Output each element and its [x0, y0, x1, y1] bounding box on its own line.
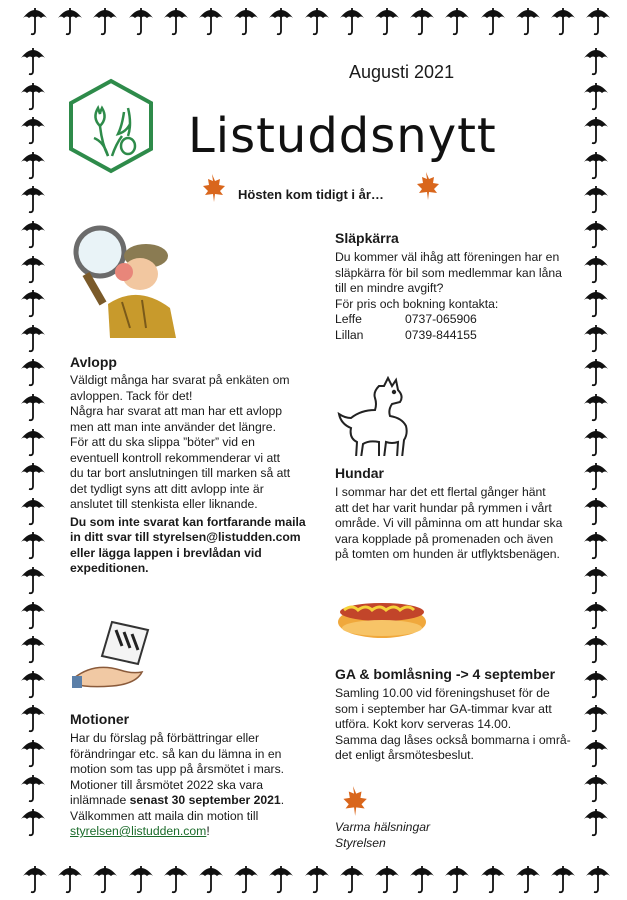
- umbrella-border-icon: [583, 150, 609, 180]
- contact-row: [335, 312, 585, 328]
- contact-name: Leffe: [335, 312, 362, 326]
- umbrella-border-icon: [583, 600, 609, 630]
- umbrella-border-icon: [20, 46, 46, 76]
- ga-body: [335, 686, 591, 764]
- umbrella-border-icon: [20, 357, 46, 387]
- motioner-deadline-line: [70, 793, 330, 809]
- umbrella-border-icon: [583, 254, 609, 284]
- border-left: [20, 36, 56, 864]
- email-suffix: !: [206, 824, 210, 838]
- umbrella-border-icon: [583, 392, 609, 422]
- maple-leaf-icon: [336, 784, 370, 818]
- umbrella-border-icon: [20, 634, 46, 664]
- border-bottom: [0, 862, 627, 898]
- umbrella-border-icon: [198, 6, 224, 36]
- motioner-line: förändringar etc. så kan du lämna in en: [70, 746, 282, 761]
- umbrella-border-icon: [57, 864, 83, 894]
- umbrella-border-icon: [409, 864, 435, 894]
- umbrella-border-icon: [583, 184, 609, 214]
- slapkarra-line: släpkärra för bil som medlemmar kan låna: [335, 265, 562, 280]
- umbrella-border-icon: [585, 6, 611, 36]
- tulip-logo-icon: [66, 78, 156, 174]
- ga-line: som i september har GA-timmar kvar att: [335, 701, 552, 716]
- hundar-line: I sommar har det ett flertal gånger hänt: [335, 485, 546, 499]
- hundar-line: på tomten om hunden är utflyktsbenägen.: [335, 547, 560, 561]
- section-heading-ga: GA & bomlåsning -> 4 september: [335, 666, 556, 682]
- motioner-body: [70, 731, 330, 840]
- umbrella-border-icon: [20, 81, 46, 111]
- signoff: [335, 820, 430, 851]
- umbrella-border-icon: [20, 115, 46, 145]
- association-logo: [66, 78, 156, 174]
- hotdog-illustration: [336, 590, 428, 640]
- umbrella-border-icon: [583, 773, 609, 803]
- contact-phone: 0739-844155: [405, 327, 477, 342]
- contact-phone: 0737-065906: [405, 312, 477, 326]
- ga-line: Samma dag låses också bommarna i områ-: [335, 732, 571, 747]
- avlopp-line: Väldigt många har svarat på enkäten om: [70, 373, 290, 387]
- hundar-line: vara kopplade på promenaden och även: [335, 531, 554, 546]
- avlopp-bold-line: eller lägga lappen i brevlådan vid: [70, 545, 262, 560]
- section-heading-hundar: Hundar: [335, 465, 384, 481]
- umbrella-border-icon: [550, 864, 576, 894]
- avlopp-line: men att man inte använder det längre.: [70, 419, 276, 434]
- umbrella-border-icon: [480, 6, 506, 36]
- tagline: Hösten kom tidigt i år…: [238, 187, 384, 202]
- avlopp-bold-line: in ditt svar till styrelsen@listudden.com: [70, 530, 301, 544]
- avlopp-line: det tydligt syns att ditt avlopp inte är: [70, 481, 264, 496]
- umbrella-border-icon: [583, 357, 609, 387]
- umbrella-border-icon: [339, 6, 365, 36]
- border-top: [0, 4, 627, 40]
- umbrella-border-icon: [20, 565, 46, 595]
- umbrella-border-icon: [583, 115, 609, 145]
- avlopp-bold-line: expeditionen.: [70, 561, 149, 575]
- umbrella-border-icon: [20, 392, 46, 422]
- umbrella-border-icon: [20, 150, 46, 180]
- umbrella-border-icon: [233, 864, 259, 894]
- hundar-line: att det har varit hundar på rymmen i vårt: [335, 500, 552, 515]
- avlopp-line: För att du ska slippa ”böter” vid en: [70, 435, 255, 449]
- avlopp-body: [70, 373, 320, 577]
- umbrella-border-icon: [304, 6, 330, 36]
- umbrella-border-icon: [480, 864, 506, 894]
- slapkarra-body: [335, 250, 585, 343]
- contact-name: Lillan: [335, 327, 364, 342]
- section-heading-slapkarra: Släpkärra: [335, 230, 399, 246]
- motioner-email-line: [70, 824, 330, 840]
- umbrella-border-icon: [339, 864, 365, 894]
- hundar-line: område. Vi vill påminna om att hundar ska: [335, 516, 563, 530]
- section-heading-motioner: Motioner: [70, 711, 130, 727]
- umbrella-border-icon: [20, 461, 46, 491]
- umbrella-border-icon: [550, 6, 576, 36]
- newsletter-title: Listuddsnytt: [188, 108, 497, 164]
- ga-line: utföra. Kokt korv serveras 14.00.: [335, 717, 512, 731]
- umbrella-border-icon: [22, 864, 48, 894]
- umbrella-border-icon: [583, 427, 609, 457]
- umbrella-border-icon: [20, 807, 46, 837]
- umbrella-border-icon: [128, 864, 154, 894]
- signoff-greeting: Varma hälsningar: [335, 820, 431, 834]
- avlopp-reminder: [70, 515, 320, 577]
- umbrella-border-icon: [128, 6, 154, 36]
- ga-line: Samling 10.00 vid föreningshuset för de: [335, 686, 550, 700]
- motioner-line: Har du förslag på förbättringar eller: [70, 731, 260, 745]
- motioner-line: Motioner till årsmötet 2022 ska vara: [70, 777, 264, 792]
- avlopp-line: avloppen. Tack för det!: [70, 388, 193, 403]
- slapkarra-line: Du kommer väl ihåg att föreningen har en: [335, 250, 560, 264]
- umbrella-border-icon: [20, 738, 46, 768]
- umbrella-border-icon: [268, 6, 294, 36]
- dog-illustration: [334, 376, 414, 456]
- umbrella-border-icon: [20, 496, 46, 526]
- ga-line: det enligt årsmötesbeslut.: [335, 748, 474, 762]
- avlopp-line: anslutet till stenkista eller liknande.: [70, 497, 258, 511]
- umbrella-border-icon: [583, 323, 609, 353]
- umbrella-border-icon: [22, 6, 48, 36]
- umbrella-border-icon: [20, 288, 46, 318]
- umbrella-border-icon: [374, 6, 400, 36]
- umbrella-border-icon: [515, 864, 541, 894]
- umbrella-border-icon: [304, 864, 330, 894]
- umbrella-border-icon: [20, 254, 46, 284]
- umbrella-border-icon: [583, 565, 609, 595]
- umbrella-border-icon: [20, 773, 46, 803]
- umbrella-border-icon: [583, 81, 609, 111]
- umbrella-border-icon: [585, 864, 611, 894]
- hundar-body: [335, 485, 591, 563]
- umbrella-border-icon: [20, 184, 46, 214]
- contact-row: [335, 328, 585, 344]
- umbrella-border-icon: [583, 46, 609, 76]
- umbrella-border-icon: [583, 288, 609, 318]
- email-link[interactable]: styrelsen@listudden.com: [70, 824, 207, 838]
- inspector-magnifier-illustration: [68, 222, 188, 342]
- umbrella-border-icon: [583, 807, 609, 837]
- deadline-suffix: .: [280, 793, 285, 807]
- umbrella-border-icon: [92, 6, 118, 36]
- avlopp-bold-line: Du som inte svarat kan fortfarande maila: [70, 514, 306, 529]
- umbrella-border-icon: [444, 864, 470, 894]
- avlopp-line: du tar bort anslutningen till marken så att: [70, 466, 291, 480]
- avlopp-line: Några har svarat att man har ett avlopp: [70, 404, 283, 418]
- maple-leaf-icon: [196, 172, 228, 204]
- section-heading-avlopp: Avlopp: [70, 354, 117, 370]
- umbrella-border-icon: [233, 6, 259, 36]
- umbrella-border-icon: [163, 864, 189, 894]
- umbrella-border-icon: [57, 6, 83, 36]
- umbrella-border-icon: [20, 427, 46, 457]
- umbrella-border-icon: [515, 6, 541, 36]
- motioner-line: motion som tas upp på årsmötet i mars.: [70, 762, 285, 776]
- umbrella-border-icon: [20, 600, 46, 630]
- maple-leaf-icon: [410, 170, 442, 202]
- avlopp-line: eventuell kontroll rekommenderar vi att: [70, 450, 280, 465]
- umbrella-border-icon: [20, 530, 46, 560]
- slapkarra-line: till en mindre avgift?: [335, 281, 444, 295]
- issue-month: Augusti 2021: [349, 62, 455, 82]
- umbrella-border-icon: [20, 669, 46, 699]
- umbrella-border-icon: [163, 6, 189, 36]
- umbrella-border-icon: [20, 703, 46, 733]
- deadline-prefix: inlämnade: [70, 793, 130, 807]
- umbrella-border-icon: [198, 864, 224, 894]
- umbrella-border-icon: [583, 634, 609, 664]
- umbrella-border-icon: [20, 323, 46, 353]
- umbrella-border-icon: [20, 219, 46, 249]
- hand-with-document-illustration: [72, 616, 156, 692]
- umbrella-border-icon: [583, 219, 609, 249]
- slapkarra-line: För pris och bokning kontakta:: [335, 296, 499, 311]
- signoff-sender: Styrelsen: [335, 835, 386, 850]
- umbrella-border-icon: [92, 864, 118, 894]
- umbrella-border-icon: [444, 6, 470, 36]
- umbrella-border-icon: [374, 864, 400, 894]
- umbrella-border-icon: [409, 6, 435, 36]
- motioner-mail-line: Välkommen att maila din motion till: [70, 808, 259, 823]
- umbrella-border-icon: [268, 864, 294, 894]
- deadline-date: senast 30 september 2021: [129, 793, 281, 807]
